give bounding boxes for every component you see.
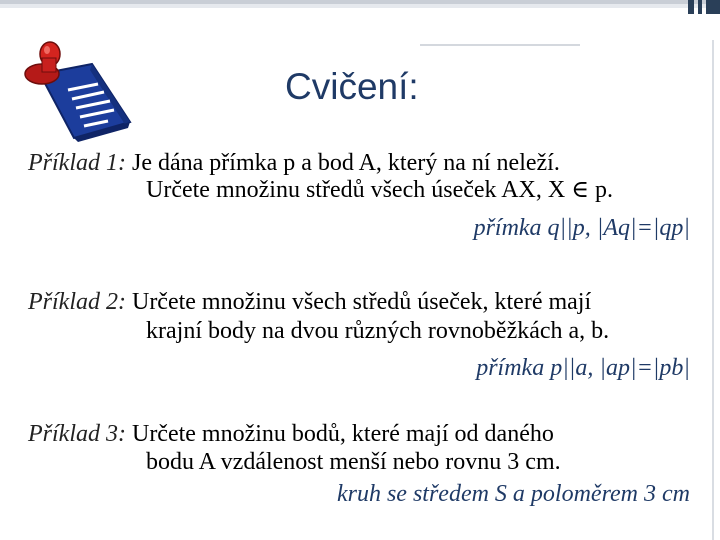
example-1-text-2: Určete množinu středů všech úseček AX, X ∈ p. xyxy=(146,177,613,203)
example-2-label: Příklad 2: xyxy=(28,289,126,315)
example-1-line-1 xyxy=(28,149,560,177)
example-2-text-2: krajní body na dvou různých rovnoběžkách a, b. xyxy=(146,318,610,344)
example-3-answer: kruh se středem S a poloměrem 3 cm xyxy=(336,481,690,507)
example-3-text-2: bodu A vzdálenost menší nebo rovnu 3 cm. xyxy=(146,449,561,475)
example-3-line-1 xyxy=(28,420,554,448)
example-1-label: Příklad 1: xyxy=(28,150,126,176)
right-edge-rule xyxy=(712,40,714,540)
example-3-text-1: Určete množinu bodů, které mají od daného xyxy=(131,421,554,447)
example-2-answer: přímka p||a, |ap|=|pb| xyxy=(476,355,690,381)
example-2-line-1 xyxy=(28,288,591,316)
example-1-answer: přímka q||p, |Aq|=|qp| xyxy=(473,215,690,241)
decorative-rule xyxy=(420,44,580,46)
example-2-text-1: Určete množinu všech středů úseček, které mají xyxy=(131,289,592,315)
example-3-label: Příklad 3: xyxy=(28,421,126,447)
pinned-note-icon xyxy=(22,34,142,144)
example-1-text-1: Je dána přímka p a bod A, který na ní neleží. xyxy=(131,150,560,176)
slide-title: Cvičení: xyxy=(285,66,419,107)
top-decorative-bar xyxy=(0,0,720,14)
